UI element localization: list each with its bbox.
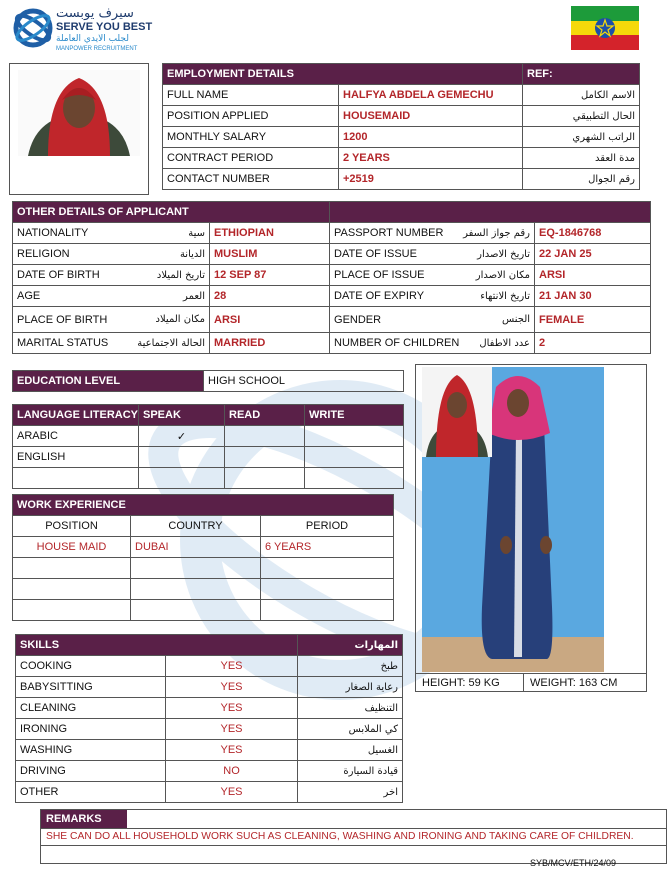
write-value (305, 447, 404, 468)
table-row (13, 558, 394, 579)
skill-arabic: التنظيف (298, 698, 403, 719)
place-of-birth-label: PLACE OF BIRTH (17, 313, 108, 326)
date-of-issue-arabic: تاريخ الاصدار (477, 248, 531, 260)
nationality-arabic: سية (188, 227, 205, 239)
table-row (13, 333, 651, 354)
table-row (16, 656, 403, 677)
other-details-header: OTHER DETAILS OF APPLICANT (13, 202, 330, 223)
skill-arabic: رعاية الصغار (298, 677, 403, 698)
brand-arabic-tagline: لجلب الايدي العاملة (56, 34, 129, 44)
age-label: AGE (17, 290, 41, 302)
date-of-issue-value: 22 JAN 25 (535, 244, 651, 265)
read-value (225, 447, 305, 468)
work-country-value: DUBAI (131, 537, 261, 558)
gender-label: GENDER (334, 313, 382, 326)
place-of-birth-value: ARSI (210, 307, 330, 333)
remarks-header: REMARKS (41, 810, 127, 828)
skill-value: YES (166, 656, 298, 677)
applicant-portrait-image (18, 70, 140, 156)
brand-logo-icon (12, 6, 54, 50)
skill-arabic: قيادة السيارة (298, 761, 403, 782)
contact-number-label: CONTACT NUMBER (163, 169, 339, 190)
brand-tagline: MANPOWER RECRUITMENT (56, 46, 138, 52)
skill-value: YES (166, 677, 298, 698)
period-column-header: PERIOD (261, 516, 394, 537)
work-position-value: HOUSE MAID (13, 537, 131, 558)
education-level-table (12, 370, 404, 392)
ethiopia-flag-icon (571, 6, 639, 50)
table-row (13, 223, 651, 244)
remarks-text: SHE CAN DO ALL HOUSEHOLD WORK SUCH AS CLEANING, WASHING AND IRONING AND TAKING CARE OF CHILDREN. (41, 828, 666, 846)
monthly-salary-label: MONTHLY SALARY (163, 127, 339, 148)
date-of-expiry-label: DATE OF EXPIRY (334, 290, 425, 302)
employment-details-header: EMPLOYMENT DETAILS (163, 64, 523, 85)
table-row (13, 307, 651, 333)
contact-number-value: +2519 (339, 169, 523, 190)
write-header: WRITE (305, 405, 404, 426)
gender-value: FEMALE (535, 307, 651, 333)
contract-period-value: 2 YEARS (339, 148, 523, 169)
passport-number-value: EQ-1846768 (535, 223, 651, 244)
skills-header: SKILLS (16, 635, 298, 656)
table-row (16, 698, 403, 719)
full-name-value: HALFYA ABDELA GEMECHU (339, 85, 523, 106)
weight-value: WEIGHT: 163 CM (530, 677, 618, 689)
table-row (13, 286, 651, 307)
brand-arabic-name: سيرف يوبست (56, 6, 134, 21)
full-body-photo-box (415, 364, 647, 692)
other-details-table (12, 201, 651, 354)
read-value (225, 426, 305, 447)
position-applied-arabic: الحال التطبيقي (523, 106, 640, 127)
skill-name: OTHER (16, 782, 166, 803)
skill-value: YES (166, 740, 298, 761)
inset-portrait-image (422, 367, 492, 457)
monthly-salary-arabic: الراتب الشهري (523, 127, 640, 148)
table-row (13, 426, 404, 447)
nationality-value: ETHIOPIAN (210, 223, 330, 244)
skill-arabic: طبخ (298, 656, 403, 677)
skill-arabic: كي الملابس (298, 719, 403, 740)
skill-name: DRIVING (16, 761, 166, 782)
brand-logo (12, 6, 172, 56)
skills-header-arabic: المهارات (298, 635, 403, 656)
contract-period-label: CONTRACT PERIOD (163, 148, 339, 169)
skill-value: NO (166, 761, 298, 782)
table-row (16, 761, 403, 782)
speak-header: SPEAK (139, 405, 225, 426)
full-name-label: FULL NAME (163, 85, 339, 106)
skill-value: YES (166, 698, 298, 719)
employment-details-table (162, 63, 640, 190)
speak-value (139, 447, 225, 468)
passport-number-arabic: رقم جواز السفر (463, 227, 531, 239)
number-of-children-value: 2 (535, 333, 651, 354)
skill-arabic: اخر (298, 782, 403, 803)
gender-arabic: الجنس (501, 314, 531, 325)
number-of-children-label: NUMBER OF CHILDREN (334, 337, 460, 349)
date-of-expiry-arabic: تاريخ الانتهاء (480, 290, 531, 302)
contact-number-arabic: رقم الجوال (523, 169, 640, 190)
skill-name: WASHING (16, 740, 166, 761)
ref-label: REF: (523, 64, 640, 85)
full-name-arabic: الاسم الكامل (523, 85, 640, 106)
education-level-label: EDUCATION LEVEL (13, 371, 204, 392)
language-literacy-header: LANGUAGE LITERACY (13, 405, 139, 426)
footer-code: SYB/MCV/ETH/24/09 (530, 858, 617, 868)
read-header: READ (225, 405, 305, 426)
place-of-issue-value: ARSI (535, 265, 651, 286)
table-row (13, 600, 394, 621)
table-row (16, 677, 403, 698)
table-row (13, 579, 394, 600)
skill-name: BABYSITTING (16, 677, 166, 698)
table-row (13, 265, 651, 286)
place-of-birth-arabic: مكان الميلاد (155, 314, 205, 325)
language-name: ARABIC (13, 426, 139, 447)
date-of-birth-label: DATE OF BIRTH (17, 269, 100, 281)
nationality-label: NATIONALITY (17, 227, 89, 239)
work-period-value: 6 YEARS (261, 537, 394, 558)
work-experience-header: WORK EXPERIENCE (13, 495, 394, 516)
marital-status-arabic: الحالة الاجتماعية (137, 337, 205, 349)
table-row (13, 468, 404, 489)
religion-value: MUSLIM (210, 244, 330, 265)
marital-status-value: MARRIED (210, 333, 330, 354)
skill-value: YES (166, 719, 298, 740)
age-arabic: العمر (183, 290, 205, 302)
table-row (13, 244, 651, 265)
language-literacy-table (12, 404, 404, 489)
position-applied-label: POSITION APPLIED (163, 106, 339, 127)
applicant-photo-box (9, 63, 149, 195)
check-icon: ✓ (139, 426, 225, 447)
place-of-issue-label: PLACE OF ISSUE (334, 269, 425, 281)
brand-name: SERVE YOU BEST (56, 21, 153, 33)
skill-arabic: الغسيل (298, 740, 403, 761)
passport-number-label: PASSPORT NUMBER (334, 227, 444, 239)
age-value: 28 (210, 286, 330, 307)
skills-table (15, 634, 403, 803)
place-of-issue-arabic: مكان الاصدار (475, 269, 531, 281)
date-of-issue-label: DATE OF ISSUE (334, 248, 417, 260)
number-of-children-arabic: عدد الاطفال (479, 337, 531, 349)
table-row (16, 719, 403, 740)
remarks-box (40, 809, 667, 864)
language-name: ENGLISH (13, 447, 139, 468)
monthly-salary-value: 1200 (339, 127, 523, 148)
date-of-birth-arabic: تاريخ الميلاد (156, 269, 205, 281)
position-column-header: POSITION (13, 516, 131, 537)
skill-name: COOKING (16, 656, 166, 677)
write-value (305, 426, 404, 447)
religion-label: RELIGION (17, 248, 70, 260)
date-of-expiry-value: 21 JAN 30 (535, 286, 651, 307)
education-level-value: HIGH SCHOOL (204, 371, 404, 392)
date-of-birth-value: 12 SEP 87 (210, 265, 330, 286)
table-row (16, 740, 403, 761)
skill-name: IRONING (16, 719, 166, 740)
contract-period-arabic: مدة العقد (523, 148, 640, 169)
skill-name: CLEANING (16, 698, 166, 719)
table-row (13, 447, 404, 468)
position-applied-value: HOUSEMAID (339, 106, 523, 127)
marital-status-label: MARITAL STATUS (17, 337, 109, 349)
table-row (13, 537, 394, 558)
table-row (16, 782, 403, 803)
work-experience-table (12, 494, 394, 621)
country-column-header: COUNTRY (131, 516, 261, 537)
skill-value: YES (166, 782, 298, 803)
religion-arabic: الديانة (179, 248, 205, 260)
height-value: HEIGHT: 59 KG (416, 674, 524, 692)
